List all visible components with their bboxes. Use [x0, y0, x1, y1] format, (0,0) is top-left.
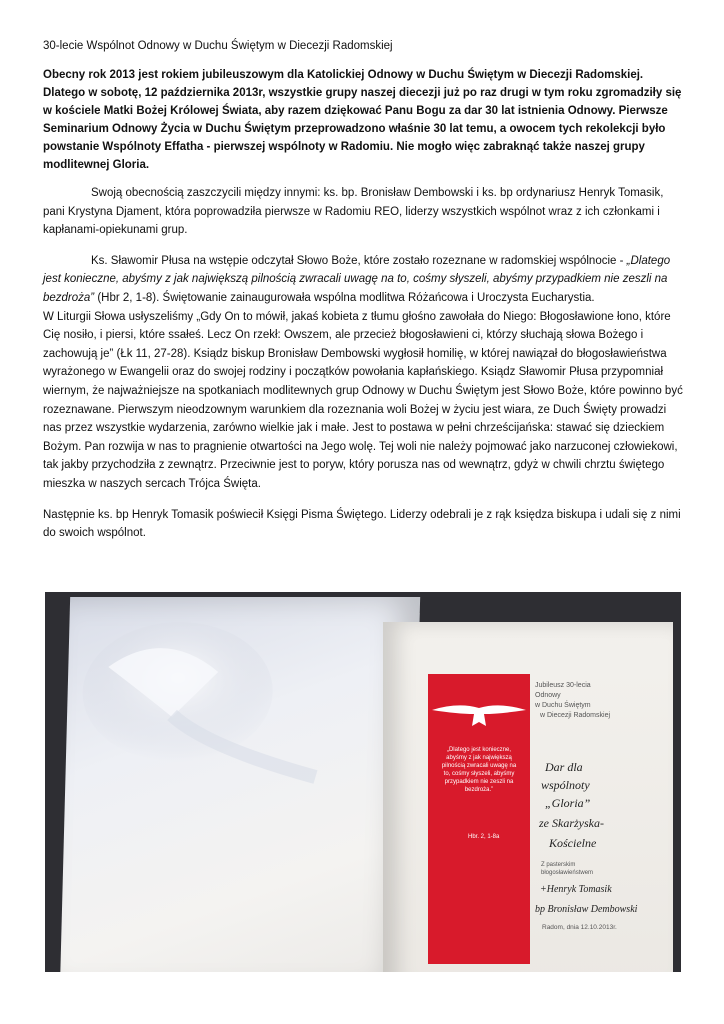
paragraph-word-of-god: [43, 252, 683, 308]
photo-date: Radom, dnia 12.10.2013r.: [542, 924, 617, 931]
dedication-line-2: wspólnoty: [541, 778, 590, 792]
signature-tomasik: +Henryk Tomasik: [540, 884, 612, 895]
lead-paragraph: Obecny rok 2013 jest rokiem jubileuszowym dla Katolickiej Odnowy w Duchu Świętym w Diecezji Radomskiej. Dlatego w sobotę, 12 października 2013r, wszystkie grupy naszej diecezji już po raz drugi w tym roku zgromadziły się w kościele Matki Bożej Królowej Świata, aby razem dziękować Panu Bogu za dar 30 lat istnienia Odnowy. Pierwsze Seminarium Odnowy Życia w Duchu Świętym przeprowadzono właśnie 30 lat temu, a owocem tych rekolekcji było powstanie Wspólnoty Effatha - pierwszej wspólnoty w Radomiu. Nie mogło więc zabraknąć także naszej grupy modlitewnej Gloria.: [43, 69, 682, 171]
jubilee-line-1: Jubileusz 30-lecia: [535, 682, 591, 689]
blessing-line-2: błogosławieństwem: [541, 870, 594, 876]
jubilee-line-3: w Duchu Świętym: [535, 702, 591, 709]
dedication-line-5: Kościelne: [549, 836, 597, 850]
article: [43, 40, 683, 555]
dedication-line-1: Dar dla: [545, 760, 583, 774]
jubilee-line-2: Odnowy: [535, 692, 561, 699]
blessing-line-1: Z pasterskim: [541, 862, 576, 868]
dedication-line-4: ze Skarżyska-: [539, 816, 604, 830]
jubilee-line-4: w Diecezji Radomskiej: [540, 712, 611, 719]
paragraph-guests: Swoją obecnością zaszczycili między innymi: ks. bp. Bronisław Dembowski i ks. bp ordynariusz Henryk Tomasik, pani Krystyna Djament, która poprowadziła pierwsze w Radomiu REO, liderzy wszystkich wspólnot wraz z ich członkami i kapłanami-opiekunami grup.: [43, 187, 664, 237]
paragraph-text: (Hbr 2, 1-8). Świętowanie zainaugurowała wspólna modlitwa Różańcowa i Uroczysta Eucharystia.: [94, 291, 595, 304]
paragraph-text: Ks. Sławomir Płusa na wstępie odczytał Słowo Boże, które zostało rozeznane w radomskiej wspólnocie -: [91, 254, 627, 267]
scripture-quote: „Dlatego jest konieczne, abyśmy z jak największą pilnością zwracali uwagę na to, cośmy słyszeli, abyśmy przypadkiem nie zeszli na bezdroża”: [43, 254, 671, 304]
signature-dembowski: bp Bronisław Dembowski: [535, 904, 638, 915]
dove-watermark: [60, 597, 420, 972]
strip-quote: „Dlatego jest konieczne, abyśmy z jak największą pilnością zwracali uwagę na to, cośmy słyszeli, abyśmy przypadkiem nie zeszli na bezdroża.”: [441, 747, 517, 793]
paragraph-blessing: Następnie ks. bp Henryk Tomasik poświecił Księgi Pisma Świętego. Liderzy odebrali je z rąk księdza biskupa i udali się z nimi do swoich wspólnot.: [43, 508, 681, 540]
red-bookmark: [428, 674, 530, 964]
photo-open-bible: [45, 592, 681, 972]
strip-reference: Hbr. 2, 1-8a: [468, 834, 500, 840]
dove-icon: [428, 682, 530, 742]
paragraph-liturgy: W Liturgii Słowa usłyszeliśmy „Gdy On to mówił, jakaś kobieta z tłumu głośno zawołała do Niego: Błogosławione łono, które Cię nosiło, i piersi, które ssałeś. Lecz On rzekł: Owszem, ale przecież błogosławieni ci, którzy słuchają słowa Bożego i zachowują je” (Łk 11, 27-28). Ksiądz biskup Bronisław Dembowski wygłosił homilię, w której nawiązał do błogosławieństwa wyrażonego w Ewangelii oraz do swojej rodziny i początków powołania kapłańskiego. Ksiądz Sławomir Płusa przypomniał wiernym, że najważniejsze na spotkaniach modlitewnych grup Odnowy w Duchu Świętym jest Słowo Boże, które powinno być rozeznawane. Pierwszym nieodzownym warunkiem dla rozeznania woli Bożej w życiu jest wiara, ze Duch Święty prowadzi nas przez wszystkie wydarzenia, zarówno wielkie jak i małe. Jest to postawa w pełni chrześcijańska: stawać się dzieckiem Bożym. Pan rozwija w nas to pragnienie otwartości na Jego wolę. Tej woli nie należy pojmować jako narzuconej człowiekowi, tak jakby przychodziła z zewnątrz. Przeciwnie jest to poryw, który porusza nas od wewnątrz, gdyż w chwili chrztu świętego mieszka w naszych sercach Trójca Święta.: [43, 310, 683, 490]
article-title: 30-lecie Wspólnot Odnowy w Duchu Świętym w Diecezji Radomskiej: [43, 40, 393, 52]
dedication-line-3: „Gloria”: [545, 796, 591, 810]
photo-left-page: [60, 597, 420, 972]
